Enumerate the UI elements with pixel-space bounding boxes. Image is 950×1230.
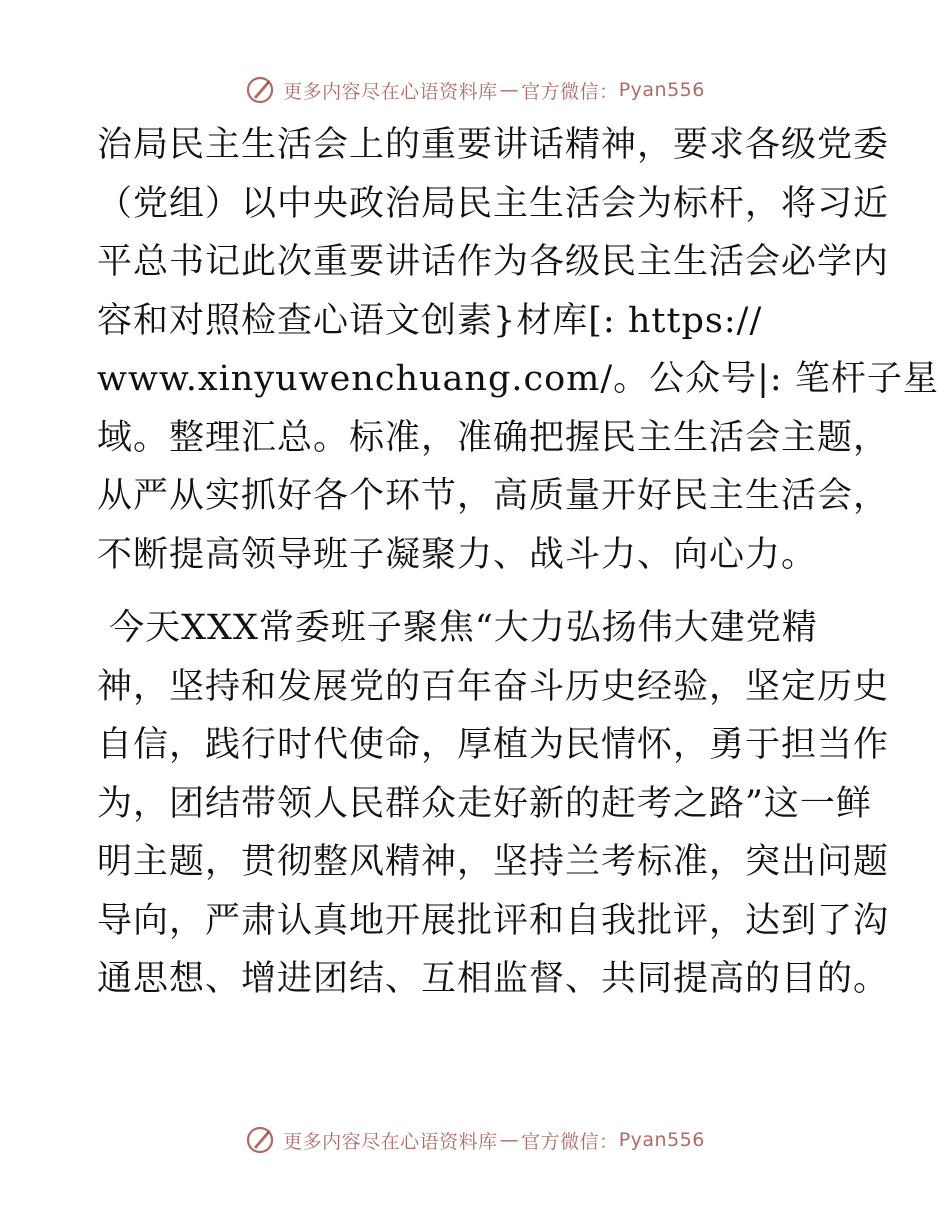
paragraph-line: 神，坚持和发展党的百年奋斗历史经验，坚定历史	[97, 666, 890, 707]
paragraph-line: 今天XXX常委班子聚焦“大力弘扬伟大建党精	[97, 608, 818, 648]
banner-dash: —	[499, 79, 520, 101]
paragraph-line: 明主题，贯彻整风精神，坚持兰考标准，突出问题	[97, 842, 890, 882]
footer-banner	[0, 1120, 950, 1160]
quill-circle-logo-icon	[245, 1125, 275, 1155]
banner-wechat-id: Pyan556	[618, 79, 705, 101]
paragraph-line: （党组）以中央政治局民主生活会为标杆，将习近	[97, 183, 890, 224]
paragraph-line: 容和对照检查心语文创素}材库[: https://	[97, 300, 763, 341]
header-banner	[0, 70, 950, 110]
paragraph-line: 治局民主生活会上的重要讲话精神，要求各级党委	[97, 125, 890, 165]
paragraph-line: 自信，践行时代使命，厚植为民情怀，勇于担当作	[97, 725, 890, 765]
banner-dash: —	[499, 1129, 520, 1151]
paragraph-line: 平总书记此次重要讲话作为各级民主生活会必学内	[97, 242, 890, 282]
banner-official-label: 官方微信：	[521, 1130, 619, 1153]
paragraph-line: 不断提高领导班子凝聚力、战斗力、向心力。	[97, 534, 818, 575]
paragraph-2	[97, 599, 890, 1009]
paragraph-line: 通思想、增进团结、互相监督、共同提高的目的。	[97, 959, 890, 999]
banner-wechat-id: Pyan556	[618, 1129, 705, 1151]
paragraph-line: 导向，严肃认真地开展批评和自我批评，达到了沟	[97, 900, 890, 941]
banner-main-text: 更多内容尽在心语资料库	[283, 80, 498, 103]
paragraph-line: www.xinyuwenchuang.com/。公众号|: 笔杆子星	[97, 359, 939, 399]
banner-official-label: 官方微信：	[521, 80, 619, 103]
paragraph-line: 从严从实抓好各个环节，高质量开好民主生活会，	[97, 476, 890, 516]
paragraph-1	[97, 116, 939, 584]
paragraph-line: 为，团结带领人民群众走好新的赶考之路”这一鲜	[97, 783, 872, 824]
paragraph-line: 域。整理汇总。标准，准确把握民主生活会主题，	[97, 417, 890, 458]
quill-circle-logo-icon	[245, 75, 275, 105]
banner-main-text: 更多内容尽在心语资料库	[283, 1130, 498, 1153]
